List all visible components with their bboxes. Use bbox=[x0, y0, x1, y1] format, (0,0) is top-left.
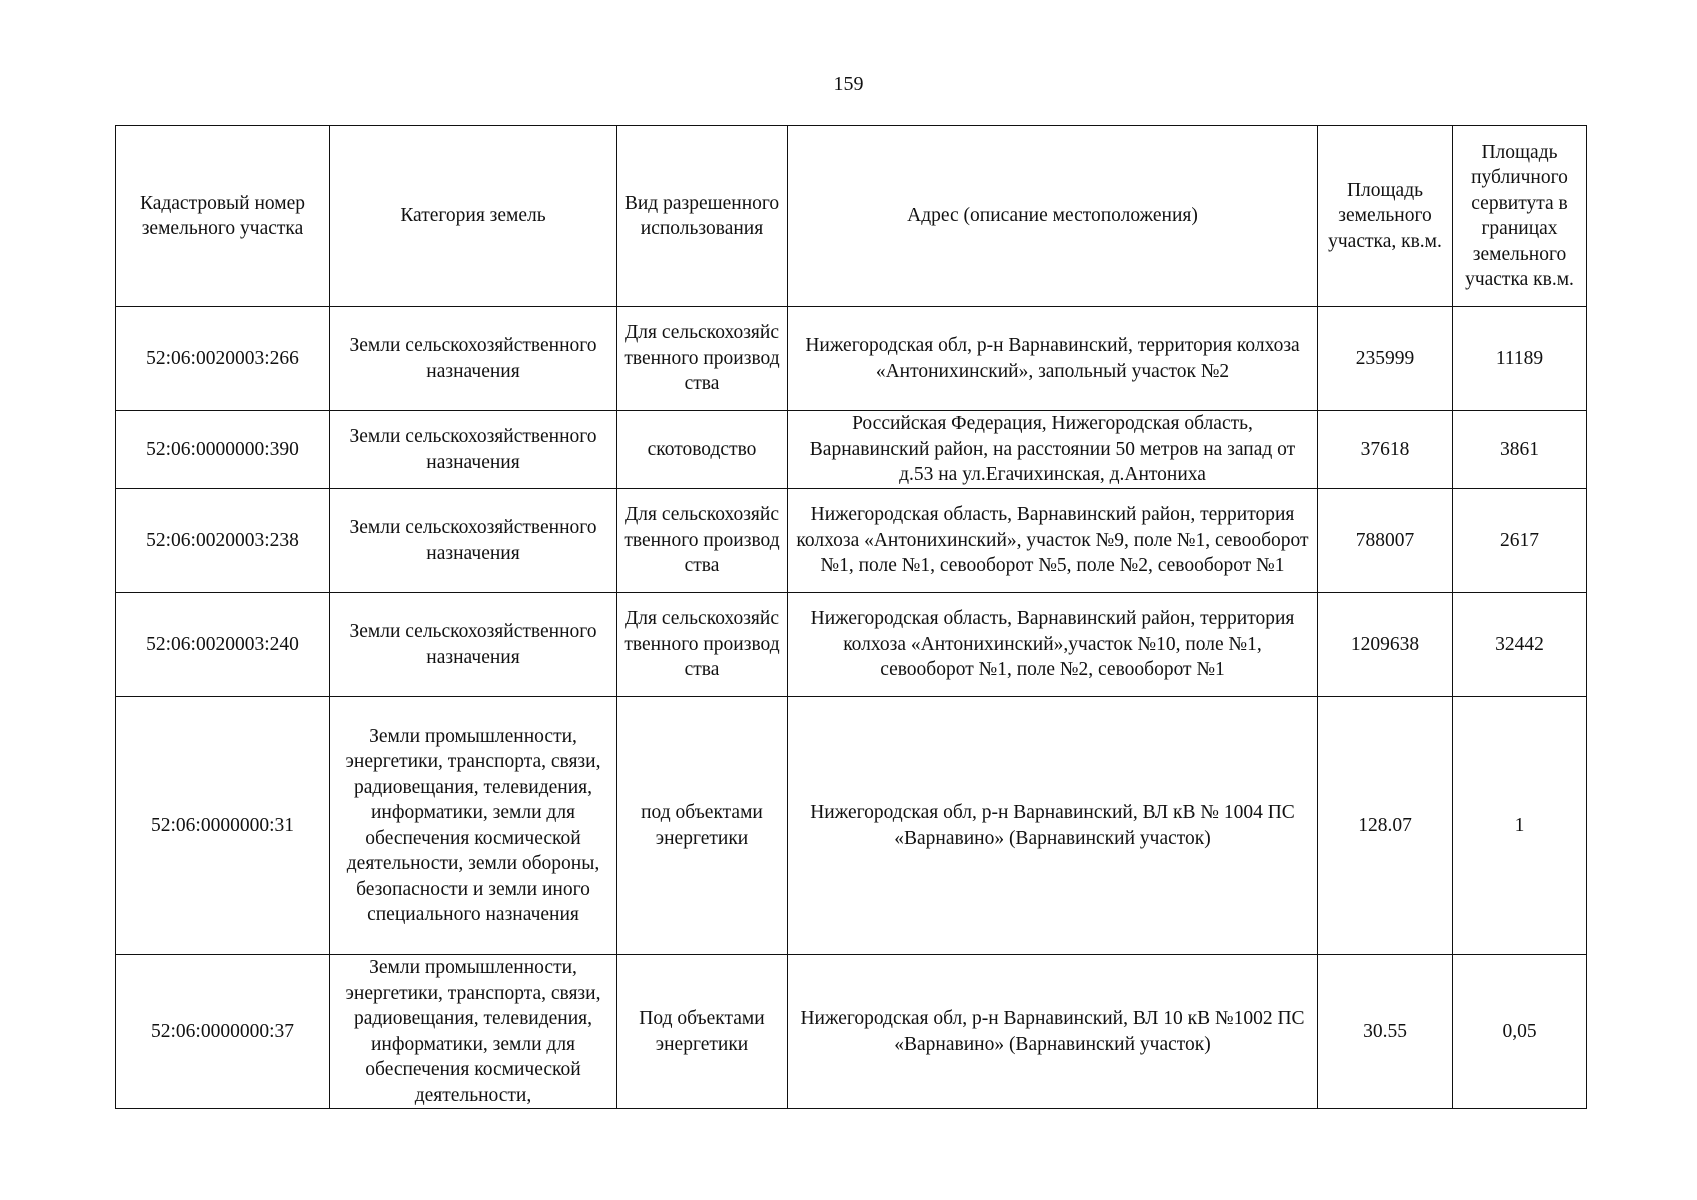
cell-address: Нижегородская область, Варнавинский район, территория колхоза «Антонихинский»,участок №10, поле №1, севооборот №1, поле №2, севооборот №1 bbox=[788, 593, 1318, 697]
cell-permitted-use: Под объектами энергетики bbox=[617, 955, 788, 1109]
cell-plot-area: 37618 bbox=[1318, 411, 1453, 489]
table-row bbox=[116, 955, 1587, 1109]
table-row bbox=[116, 593, 1587, 697]
cell-servitude-area: 2617 bbox=[1453, 489, 1587, 593]
cell-cadastral: 52:06:0000000:390 bbox=[116, 411, 330, 489]
cell-address: Нижегородская область, Варнавинский район, территория колхоза «Антонихинский», участок №9, поле №1, севооборот №1, поле №1, севооборот №5, поле №2, севооборот №1 bbox=[788, 489, 1318, 593]
cell-servitude-area: 11189 bbox=[1453, 307, 1587, 411]
cell-plot-area: 788007 bbox=[1318, 489, 1453, 593]
cell-address: Нижегородская обл, р-н Варнавинский, ВЛ кВ № 1004 ПС «Варнавино» (Варнавинский участок) bbox=[788, 697, 1318, 955]
cell-permitted-use: Для сельскохозяйственного производства bbox=[617, 489, 788, 593]
cell-servitude-area: 0,05 bbox=[1453, 955, 1587, 1109]
cell-permitted-use: скотоводство bbox=[617, 411, 788, 489]
table-row bbox=[116, 697, 1587, 955]
header-servitude-area: Площадь публичного сервитута в границах земельного участка кв.м. bbox=[1453, 126, 1587, 307]
cell-plot-area: 235999 bbox=[1318, 307, 1453, 411]
land-plots-table bbox=[115, 125, 1587, 1109]
header-address: Адрес (описание местоположения) bbox=[788, 126, 1318, 307]
cell-servitude-area: 3861 bbox=[1453, 411, 1587, 489]
page-number: 159 bbox=[833, 73, 864, 95]
cell-cadastral: 52:06:0020003:266 bbox=[116, 307, 330, 411]
header-permitted-use: Вид разрешенного использования bbox=[617, 126, 788, 307]
header-plot-area: Площадь земельного участка, кв.м. bbox=[1318, 126, 1453, 307]
header-cadastral: Кадастровый номер земельного участка bbox=[116, 126, 330, 307]
cell-category: Земли сельскохозяйственного назначения bbox=[330, 593, 617, 697]
cell-plot-area: 128.07 bbox=[1318, 697, 1453, 955]
cell-cadastral: 52:06:0000000:37 bbox=[116, 955, 330, 1109]
cell-permitted-use: Для сельскохозяйственного производства bbox=[617, 307, 788, 411]
cell-category: Земли сельскохозяйственного назначения bbox=[330, 307, 617, 411]
cell-permitted-use: Для сельскохозяйственного производства bbox=[617, 593, 788, 697]
cell-category: Земли промышленности, энергетики, транспорта, связи, радиовещания, телевидения, информатики, земли для обеспечения космической деятельности, земли обороны, безопасности и земли иного специального назначения bbox=[330, 697, 617, 955]
cell-plot-area: 1209638 bbox=[1318, 593, 1453, 697]
table-row bbox=[116, 411, 1587, 489]
cell-plot-area: 30.55 bbox=[1318, 955, 1453, 1109]
cell-cadastral: 52:06:0020003:238 bbox=[116, 489, 330, 593]
cell-cadastral: 52:06:0000000:31 bbox=[116, 697, 330, 955]
cell-servitude-area: 1 bbox=[1453, 697, 1587, 955]
cell-servitude-area: 32442 bbox=[1453, 593, 1587, 697]
cell-address: Нижегородская обл, р-н Варнавинский, ВЛ 10 кВ №1002 ПС «Варнавино» (Варнавинский участок) bbox=[788, 955, 1318, 1109]
cell-category: Земли промышленности, энергетики, транспорта, связи, радиовещания, телевидения, информатики, земли для обеспечения космической деятельности, bbox=[330, 955, 617, 1109]
cell-category: Земли сельскохозяйственного назначения bbox=[330, 411, 617, 489]
cell-address: Нижегородская обл, р-н Варнавинский, территория колхоза «Антонихинский», запольный участок №2 bbox=[788, 307, 1318, 411]
header-category: Категория земель bbox=[330, 126, 617, 307]
cell-cadastral: 52:06:0020003:240 bbox=[116, 593, 330, 697]
cell-address: Российская Федерация, Нижегородская область, Варнавинский район, на расстоянии 50 метров на запад от д.53 на ул.Егачихинская, д.Антониха bbox=[788, 411, 1318, 489]
cell-category: Земли сельскохозяйственного назначения bbox=[330, 489, 617, 593]
table-row bbox=[116, 307, 1587, 411]
table-header-row bbox=[116, 126, 1587, 307]
table-row bbox=[116, 489, 1587, 593]
cell-permitted-use: под объектами энергетики bbox=[617, 697, 788, 955]
